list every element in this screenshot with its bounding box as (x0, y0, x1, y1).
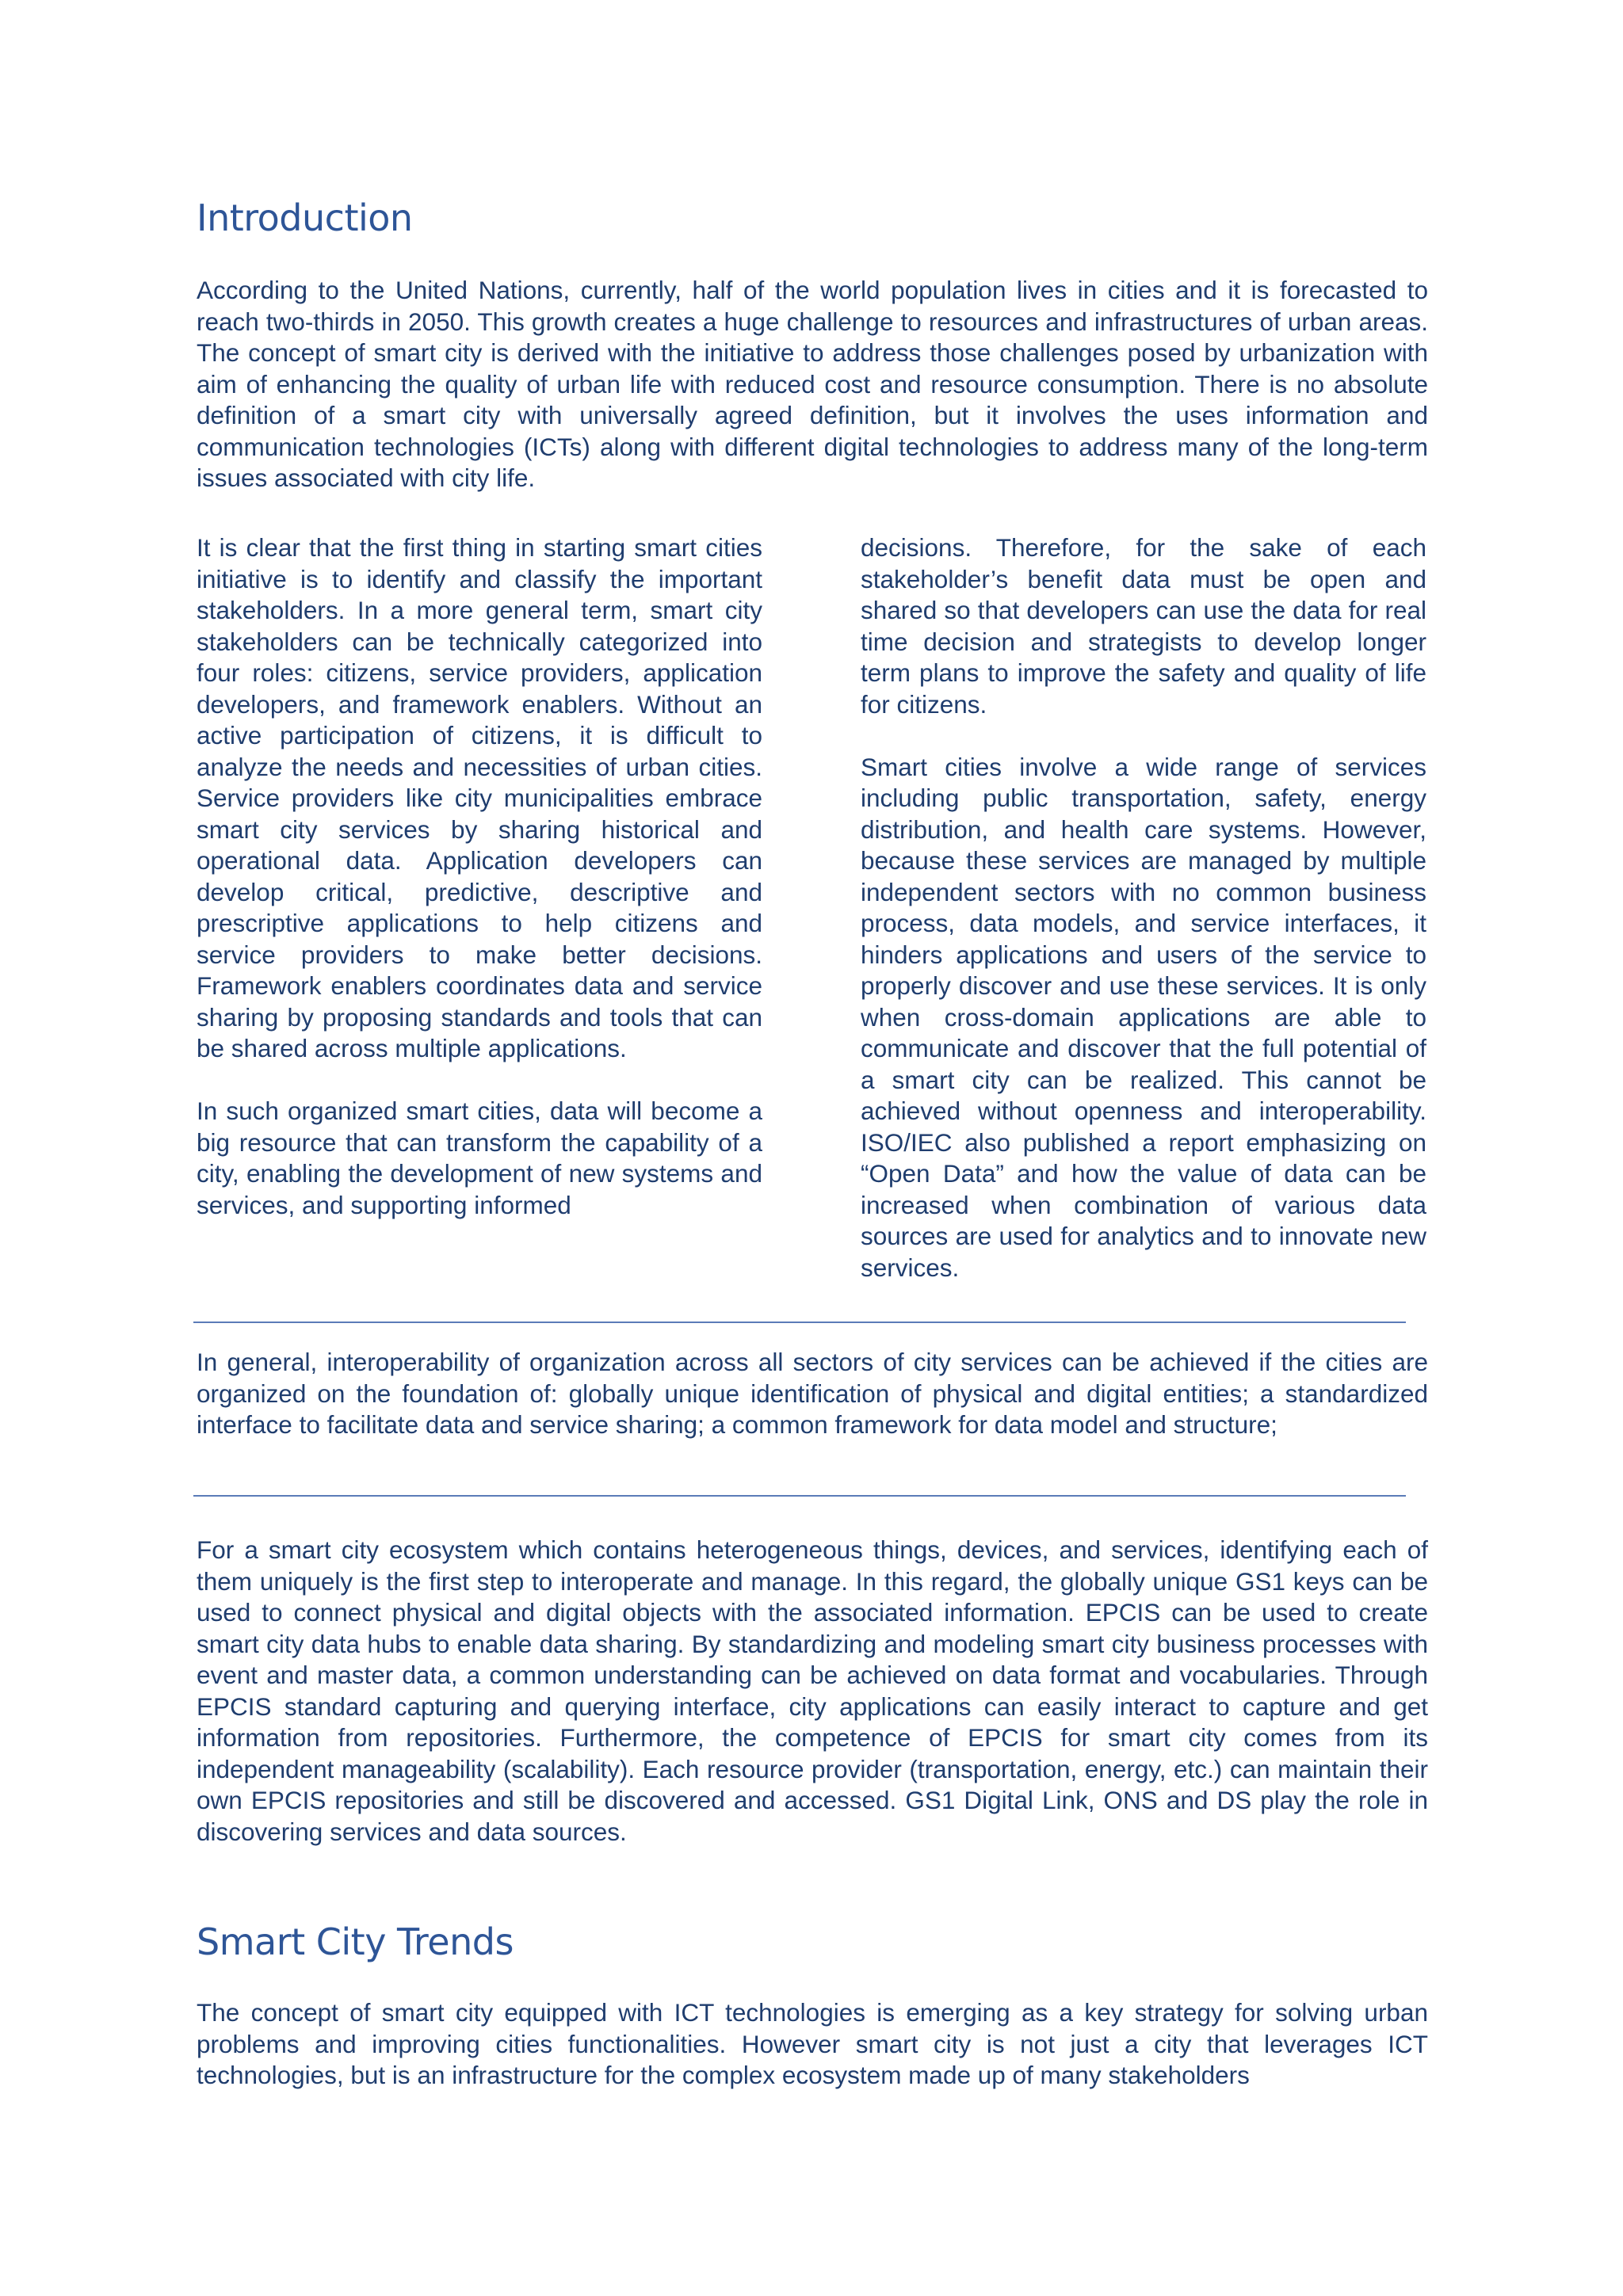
organized-cities-paragraph: In such organized smart cities, data will become a big resource that can transform the capability of a city, enabling the development of new systems and services, and supporting informed (197, 1097, 762, 1219)
callout-top-rule (193, 1322, 1406, 1323)
section-heading-smart-city-trends: Smart City Trends (197, 1920, 514, 1963)
trends-paragraph: The concept of smart city equipped with ICT technologies is emerging as a key strategy for solving urban problems and improving cities functionalities. However smart city is not just a city that leverages ICT technologies, but is an infrastructure for the complex ecosystem made up of many stakeholders (197, 1998, 1428, 2089)
decisions-paragraph: decisions. Therefore, for the sake of each stakeholder’s benefit data must be open and shared so that developers can use the data for real time decision and strategists to develop longer term plans to improve the safety and quality of life for citizens. (861, 533, 1426, 719)
intro-paragraph: According to the United Nations, currently, half of the world population lives in cities and it is forecasted to reach two-thirds in 2050. This growth creates a huge challenge to resources and infrastructures of urban areas. The concept of smart city is derived with the initiative to address those challenges posed by urbanization with aim of enhancing the quality of urban life with reduced cost and resource consumption. There is no absolute definition of a smart city with universally agreed definition, but it involves the uses information and communication technologies (ICTs) along with different digital technologies to address many of the long-term issues associated with city life. (197, 276, 1428, 492)
callout-bottom-rule (193, 1495, 1406, 1497)
right-column (861, 532, 1426, 1283)
left-column (197, 532, 762, 1221)
services-paragraph: Smart cities involve a wide range of services including public transportation, safety, energy distribution, and health care systems. However, because these services are managed by multiple independent sectors with no common business process, data models, and service interfaces, it hinders applications and users of the service to properly discover and use these services. It is only when cross-domain applications are able to communicate and discover that the full potential of a smart city can be realized. This cannot be achieved without openness and interoperability. ISO/IEC also published a report emphasizing on “Open Data” and how the value of data can be increased when combination of various data sources are used for analytics and to innovate new services. (861, 752, 1426, 1282)
interoperability-callout: In general, interoperability of organization across all sectors of city services can be achieved if the cities are organized on the foundation of: globally unique identification of physical and digital entities; a standardized interface to facilitate data and service sharing; a common framework for data model and structure; (197, 1348, 1428, 1439)
ecosystem-paragraph: For a smart city ecosystem which contains heterogeneous things, devices, and services, identifying each of them uniquely is the first step to interoperate and manage. In this regard, the globally unique GS1 keys can be used to connect physical and digital objects with the associated information. EPCIS can be used to create smart city data hubs to enable data sharing. By standardizing and modeling smart city business processes with event and master data, a common understanding can be achieved on data format and vocabularies. Through EPCIS standard capturing and querying interface, city applications can easily interact to capture and get information from repositories. Furthermore, the competence of EPCIS for smart city comes from its independent manageability (scalability). Each resource provider (transportation, energy, etc.) can maintain their own EPCIS repositories and still be discovered and accessed. GS1 Digital Link, ONS and DS play the role in discovering services and data sources. (197, 1535, 1428, 1846)
stakeholders-paragraph: It is clear that the first thing in starting smart cities initiative is to identify and classify the important stakeholders. In a more general term, smart city stakeholders can be technically categorized into four roles: citizens, service providers, application developers, and framework enablers. Without an active participation of citizens, it is difficult to analyze the needs and necessities of urban cities. Service providers like city municipalities embrace smart city services by sharing historical and operational data. Application developers can develop critical, predictive, descriptive and prescriptive applications to help citizens and service providers to make better decisions. Framework enablers coordinates data and service sharing by proposing standards and tools that can be shared across multiple applications. (197, 533, 762, 1062)
section-heading-introduction: Introduction (197, 196, 413, 239)
